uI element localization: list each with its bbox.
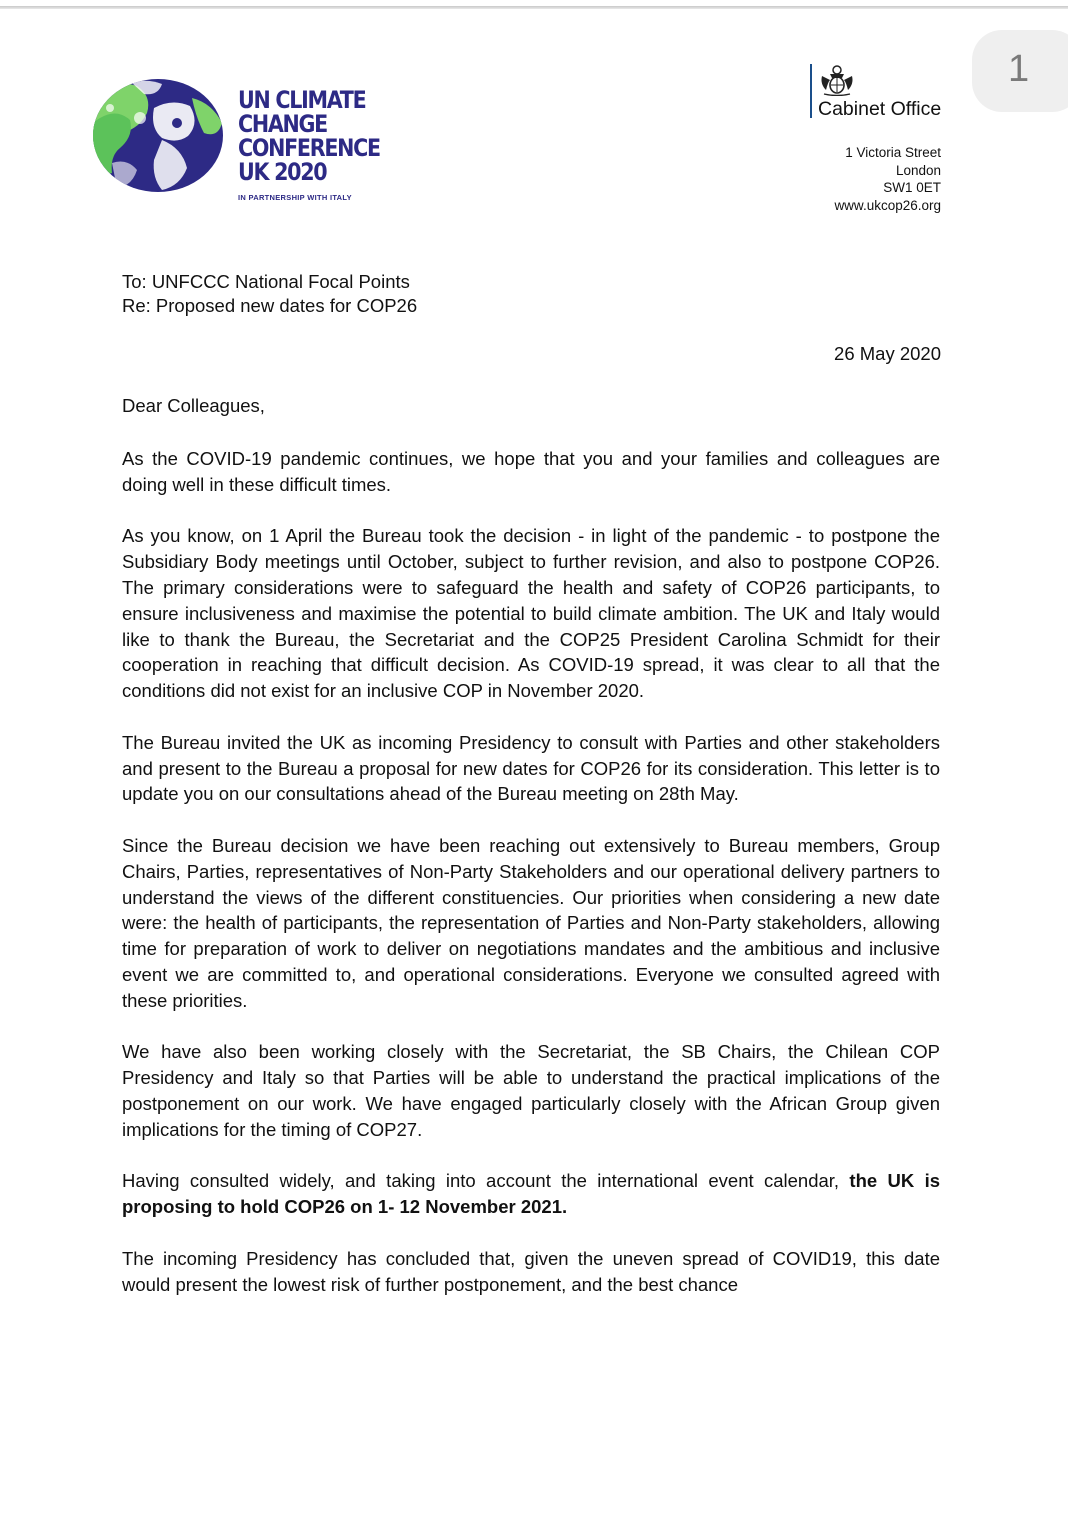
top-divider <box>0 6 1068 9</box>
address-line: 1 Victoria Street <box>845 145 941 160</box>
proposal-intro: Having consulted widely, and taking into account the international event calendar, <box>122 1170 840 1192</box>
letter-date: 26 May 2020 <box>834 343 941 364</box>
letter-body <box>122 446 940 1323</box>
sender-name: Cabinet Office <box>818 98 942 120</box>
paragraph: As the COVID-19 pandemic continues, we hope that you and your families and colleagues are doing well in these difficult times. <box>122 448 940 495</box>
page-number: 1 <box>1008 48 1030 90</box>
logo-line: CHANGE <box>238 110 327 138</box>
address-line: SW1 0ET <box>883 180 941 195</box>
proposal-paragraph <box>122 1168 940 1220</box>
paragraph: We have also been working closely with the Secretariat, the SB Chairs, the Chilean COP Presidency and Italy so that Parties will be able to understand the practical implications of the postponement on our work. We have engaged particularly closely with the African Group given implications for the timing of COP27. <box>122 1041 940 1140</box>
conference-logo-text <box>238 88 380 184</box>
globe-logo-icon <box>92 78 224 193</box>
closing-paragraph: The incoming Presidency has concluded that, given the uneven spread of COVID19, this date would present the lowest risk of further postponement, and the best chance <box>122 1247 940 1295</box>
recipient-to: To: UNFCCC National Focal Points <box>122 271 410 292</box>
logo-line: UN CLIMATE <box>238 86 366 114</box>
paragraph: The Bureau invited the UK as incoming Presidency to consult with Parties and other stakeholders and present to the Bureau a proposal for new dates for COP26 for its consideration. This letter is to update you on our consultations ahead of the Bureau meeting on 28th May. <box>122 731 940 805</box>
sender-address <box>834 144 941 214</box>
page-number-badge <box>972 30 1068 112</box>
proposal-highlight: the UK is proposing to hold COP26 on 1- 12 November 2021. <box>122 1170 941 1218</box>
paragraph: Since the Bureau decision we have been reaching out extensively to Bureau members, Group Chairs, Parties, representatives of Non-Party Stakeholders and our operational delivery partners to understand the views of the different constituencies. Our priorities when considering a new date were: the health of participants, the representation of Parties and Non-Party stakeholders, allowing time for preparation of work to deliver on negotiations mandates and the ambitious and inclusive event we are committed to, and operational considerations. Everyone we consulted agreed with these priorities. <box>122 834 940 1011</box>
paragraph: As you know, on 1 April the Bureau took the decision - in light of the pandemic - to postpone the Subsidiary Body meetings until October, subject to further revision, and also to postpone COP26. The primary considerations were to safeguard the health and safety of COP26 participants, to ensure inclusiveness and maximise the potential to build climate ambition. The UK and Italy would like to thank the Bureau, the Secretariat and the COP25 President Carolina Schmidt for their cooperation in reaching that difficult decision. As COVID-19 spread, it was clear to all that the conditions did not exist for an inclusive COP in November 2020. <box>122 525 940 702</box>
salutation: Dear Colleagues, <box>122 395 265 416</box>
recipient-subject: Re: Proposed new dates for COP26 <box>122 295 418 316</box>
address-website: www.ukcop26.org <box>834 197 941 213</box>
address-line: London <box>895 162 941 178</box>
logo-line: CONFERENCE <box>238 134 380 162</box>
sender-divider <box>810 64 812 118</box>
logo-subtitle: IN PARTNERSHIP WITH ITALY <box>238 193 352 202</box>
recipient-block <box>122 270 417 318</box>
royal-crest-icon <box>818 64 856 96</box>
logo-line: UK 2020 <box>238 158 327 186</box>
